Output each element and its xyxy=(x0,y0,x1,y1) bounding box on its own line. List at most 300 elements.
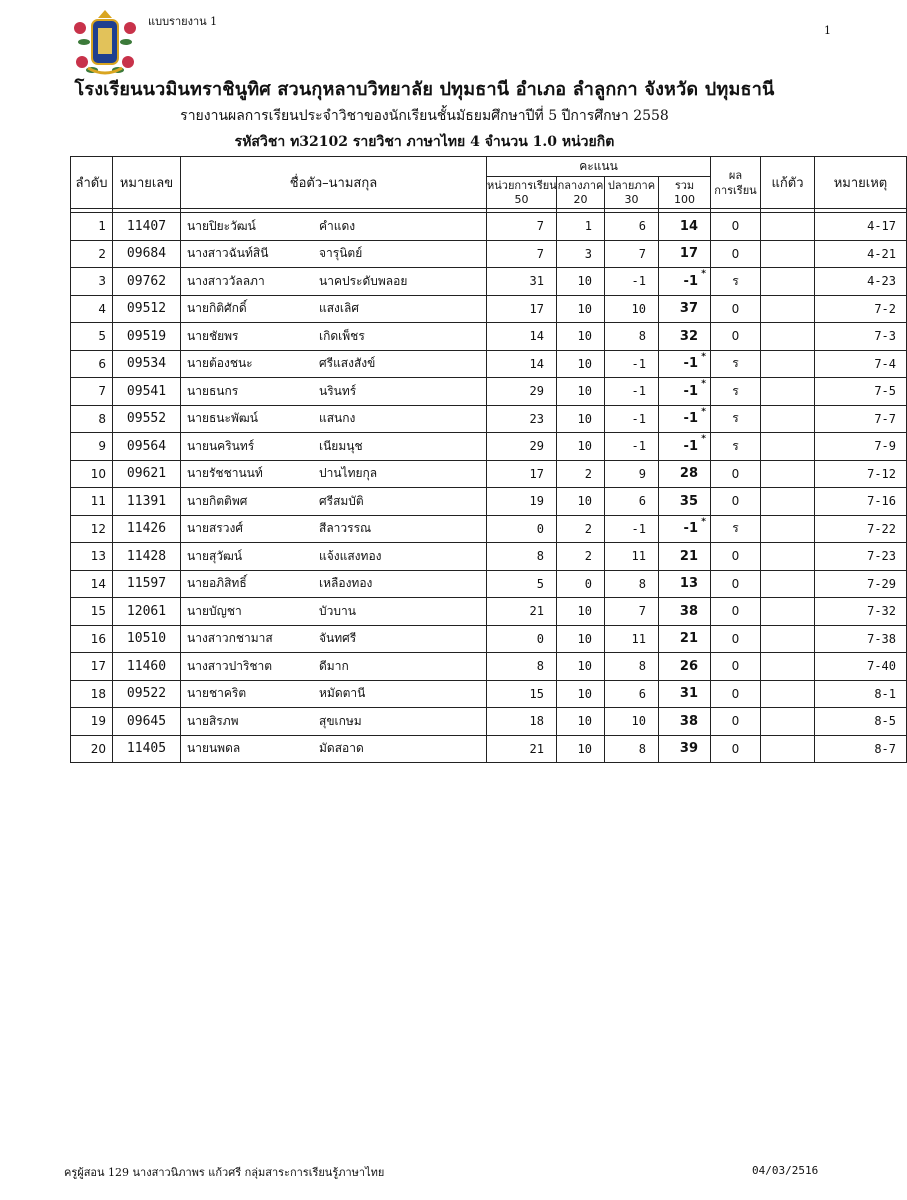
row-correction xyxy=(761,213,815,241)
row-student-id: 11597 xyxy=(113,570,181,598)
row-grade: 0 xyxy=(711,295,761,323)
row-incomplete-flag: * xyxy=(701,406,706,417)
row-final-score: 7 xyxy=(605,240,659,268)
row-grade: 0 xyxy=(711,488,761,516)
row-grade: ร xyxy=(711,405,761,433)
row-last-name: นาคประดับพลอย xyxy=(319,273,408,288)
row-unit-score: 14 xyxy=(487,323,557,351)
row-student-id: 09762 xyxy=(113,268,181,296)
row-midterm-score: 10 xyxy=(557,598,605,626)
row-last-name: สุขเกษม xyxy=(319,713,362,728)
row-last-name: เนียมนุช xyxy=(319,438,363,453)
row-name xyxy=(181,543,487,571)
row-total-value: 13 xyxy=(679,576,698,592)
row-student-id: 09552 xyxy=(113,405,181,433)
row-student-id: 09534 xyxy=(113,350,181,378)
col-final-max: 30 xyxy=(624,193,639,206)
row-name xyxy=(181,433,487,461)
row-midterm-score: 2 xyxy=(557,460,605,488)
row-total-score xyxy=(659,295,711,323)
row-order: 16 xyxy=(71,625,113,653)
row-first-name: นายนพดล xyxy=(187,741,241,756)
row-student-id: 09621 xyxy=(113,460,181,488)
row-total-value: 38 xyxy=(679,713,698,729)
row-grade: 0 xyxy=(711,213,761,241)
row-midterm-score: 0 xyxy=(557,570,605,598)
row-first-name: นายธนกร xyxy=(187,383,239,398)
row-order: 10 xyxy=(71,460,113,488)
col-result xyxy=(711,157,761,209)
table-row xyxy=(71,268,907,296)
row-total-score xyxy=(659,653,711,681)
row-midterm-score: 10 xyxy=(557,268,605,296)
row-final-score: -1 xyxy=(605,515,659,543)
row-midterm-score: 10 xyxy=(557,405,605,433)
row-last-name: ปานไทยกุล xyxy=(319,466,378,481)
row-order: 19 xyxy=(71,708,113,736)
row-midterm-score: 2 xyxy=(557,515,605,543)
row-first-name: นายกิติศักดิ์ xyxy=(187,301,247,316)
row-student-id: 09645 xyxy=(113,708,181,736)
table-row xyxy=(71,625,907,653)
row-total-value: -1 xyxy=(683,521,698,537)
row-order: 11 xyxy=(71,488,113,516)
table-row xyxy=(71,570,907,598)
row-name xyxy=(181,405,487,433)
row-first-name: นางสาวฉันท์สินี xyxy=(187,246,269,261)
col-total-max: 100 xyxy=(674,193,695,206)
row-total-score xyxy=(659,680,711,708)
row-order: 12 xyxy=(71,515,113,543)
row-order: 3 xyxy=(71,268,113,296)
table-row xyxy=(71,708,907,736)
table-row xyxy=(71,433,907,461)
row-grade: 0 xyxy=(711,240,761,268)
row-unit-score: 14 xyxy=(487,350,557,378)
row-total-score xyxy=(659,323,711,351)
row-note: 7-16 xyxy=(815,488,907,516)
row-total-score xyxy=(659,405,711,433)
row-final-score: 10 xyxy=(605,295,659,323)
row-student-id: 11405 xyxy=(113,735,181,763)
row-final-score: 8 xyxy=(605,323,659,351)
col-final-label: ปลายภาค xyxy=(607,179,656,192)
row-name xyxy=(181,570,487,598)
row-total-value: 17 xyxy=(679,246,698,262)
row-unit-score: 19 xyxy=(487,488,557,516)
row-grade: 0 xyxy=(711,460,761,488)
page-number: 1 xyxy=(824,24,831,37)
row-total-score xyxy=(659,378,711,406)
row-last-name: แจ้งแสงทอง xyxy=(319,548,382,563)
row-name xyxy=(181,295,487,323)
row-midterm-score: 1 xyxy=(557,213,605,241)
row-order: 7 xyxy=(71,378,113,406)
row-midterm-score: 10 xyxy=(557,735,605,763)
table-row xyxy=(71,240,907,268)
row-total-score xyxy=(659,240,711,268)
row-first-name: นายบัญชา xyxy=(187,603,242,618)
row-grade: 0 xyxy=(711,570,761,598)
row-first-name: นายสุวัฒน์ xyxy=(187,548,243,563)
row-total-value: 38 xyxy=(679,603,698,619)
row-student-id: 09512 xyxy=(113,295,181,323)
school-crest-icon xyxy=(72,8,138,78)
table-row xyxy=(71,543,907,571)
row-final-score: 9 xyxy=(605,460,659,488)
row-last-name: มัดสอาด xyxy=(319,741,364,756)
row-correction xyxy=(761,515,815,543)
grade-table-body xyxy=(71,209,907,763)
row-grade: 0 xyxy=(711,598,761,626)
row-student-id: 10510 xyxy=(113,625,181,653)
row-final-score: -1 xyxy=(605,405,659,433)
row-total-value: 21 xyxy=(679,548,698,564)
row-correction xyxy=(761,543,815,571)
table-row xyxy=(71,350,907,378)
grade-table xyxy=(70,156,907,763)
row-order: 6 xyxy=(71,350,113,378)
row-note: 7-32 xyxy=(815,598,907,626)
table-row xyxy=(71,598,907,626)
col-result-line2: การเรียน xyxy=(714,183,757,197)
row-name xyxy=(181,460,487,488)
row-total-score xyxy=(659,708,711,736)
row-name xyxy=(181,213,487,241)
row-correction xyxy=(761,460,815,488)
row-unit-score: 21 xyxy=(487,598,557,626)
col-scores: คะแนน xyxy=(487,157,711,177)
col-midterm xyxy=(557,177,605,209)
row-midterm-score: 2 xyxy=(557,543,605,571)
row-final-score: 8 xyxy=(605,735,659,763)
row-total-value: 32 xyxy=(679,328,698,344)
row-student-id: 11391 xyxy=(113,488,181,516)
row-incomplete-flag: * xyxy=(701,516,706,527)
row-last-name: เหลืองทอง xyxy=(319,576,373,591)
row-note: 4-23 xyxy=(815,268,907,296)
row-last-name: คำแดง xyxy=(319,218,356,233)
row-note: 7-29 xyxy=(815,570,907,598)
row-unit-score: 8 xyxy=(487,653,557,681)
row-student-id: 09541 xyxy=(113,378,181,406)
row-order: 15 xyxy=(71,598,113,626)
row-correction xyxy=(761,268,815,296)
col-unit xyxy=(487,177,557,209)
row-note: 7-12 xyxy=(815,460,907,488)
row-note: 7-40 xyxy=(815,653,907,681)
table-row xyxy=(71,680,907,708)
row-first-name: นายอภิสิทธิ์ xyxy=(187,576,247,591)
row-total-value: 21 xyxy=(679,631,698,647)
row-name xyxy=(181,378,487,406)
row-total-score xyxy=(659,350,711,378)
row-grade: ร xyxy=(711,515,761,543)
row-note: 7-9 xyxy=(815,433,907,461)
row-total-score xyxy=(659,268,711,296)
row-first-name: นายสรวงศ์ xyxy=(187,521,243,536)
row-note: 4-21 xyxy=(815,240,907,268)
row-note: 7-23 xyxy=(815,543,907,571)
row-final-score: -1 xyxy=(605,268,659,296)
row-incomplete-flag: * xyxy=(701,269,706,279)
row-total-score xyxy=(659,625,711,653)
row-midterm-score: 10 xyxy=(557,488,605,516)
row-correction xyxy=(761,295,815,323)
row-final-score: 11 xyxy=(605,625,659,653)
row-student-id: 09564 xyxy=(113,433,181,461)
row-last-name: บัวบาน xyxy=(319,603,356,618)
row-unit-score: 7 xyxy=(487,213,557,241)
row-unit-score: 29 xyxy=(487,378,557,406)
col-unit-max: 50 xyxy=(514,193,529,206)
row-first-name: นายสิรภพ xyxy=(187,713,239,728)
col-result-line1: ผล xyxy=(728,168,743,182)
table-row xyxy=(71,213,907,241)
row-correction xyxy=(761,433,815,461)
row-final-score: 8 xyxy=(605,653,659,681)
row-correction xyxy=(761,570,815,598)
row-last-name: แสนกง xyxy=(319,411,356,426)
row-first-name: นางสาวปาริชาต xyxy=(187,658,273,673)
row-final-score: 6 xyxy=(605,488,659,516)
row-grade: 0 xyxy=(711,625,761,653)
row-incomplete-flag: * xyxy=(701,434,706,444)
row-order: 13 xyxy=(71,543,113,571)
row-midterm-score: 10 xyxy=(557,295,605,323)
teacher-footer: ครูผู้สอน 129 นางสาวนิภาพร แก้วศรี กลุ่มสาระการเรียนรู้ภาษาไทย xyxy=(64,1166,385,1179)
row-first-name: นายชัยพร xyxy=(187,328,239,343)
col-midterm-max: 20 xyxy=(573,193,588,206)
row-total-score xyxy=(659,433,711,461)
row-grade: 0 xyxy=(711,735,761,763)
row-total-value: 31 xyxy=(679,686,698,702)
row-unit-score: 5 xyxy=(487,570,557,598)
row-final-score: -1 xyxy=(605,350,659,378)
row-correction xyxy=(761,378,815,406)
row-midterm-score: 10 xyxy=(557,680,605,708)
row-name xyxy=(181,735,487,763)
row-final-score: 7 xyxy=(605,598,659,626)
row-unit-score: 0 xyxy=(487,625,557,653)
row-grade: ร xyxy=(711,268,761,296)
row-correction xyxy=(761,488,815,516)
row-last-name: จารุนิตย์ xyxy=(319,246,363,261)
row-total-value: 26 xyxy=(679,658,698,674)
report-title: รายงานผลการเรียนประจำวิชาของนักเรียนชั้นมัธยมศึกษาปีที่ 5 ปีการศึกษา 2558 xyxy=(180,108,669,124)
row-incomplete-flag: * xyxy=(701,351,706,362)
row-correction xyxy=(761,653,815,681)
row-unit-score: 29 xyxy=(487,433,557,461)
row-first-name: นายกิตติพศ xyxy=(187,493,248,508)
row-last-name: ศรีแสงสังข์ xyxy=(319,356,376,371)
row-midterm-score: 10 xyxy=(557,323,605,351)
row-grade: 0 xyxy=(711,708,761,736)
row-total-value: -1 xyxy=(683,383,698,399)
row-grade: 0 xyxy=(711,680,761,708)
row-total-value: 14 xyxy=(679,218,698,234)
row-name xyxy=(181,598,487,626)
row-correction xyxy=(761,323,815,351)
row-last-name: หมัดตานี xyxy=(319,686,366,701)
row-note: 7-22 xyxy=(815,515,907,543)
row-student-id: 09684 xyxy=(113,240,181,268)
row-student-id: 11460 xyxy=(113,653,181,681)
row-name xyxy=(181,680,487,708)
col-midterm-label: กลางภาค xyxy=(557,179,604,192)
row-midterm-score: 10 xyxy=(557,378,605,406)
row-last-name: ดีมาก xyxy=(319,658,349,673)
row-total-value: 28 xyxy=(679,466,698,482)
row-order: 17 xyxy=(71,653,113,681)
row-note: 7-2 xyxy=(815,295,907,323)
row-total-score xyxy=(659,570,711,598)
row-unit-score: 17 xyxy=(487,295,557,323)
row-order: 5 xyxy=(71,323,113,351)
row-name xyxy=(181,708,487,736)
row-unit-score: 7 xyxy=(487,240,557,268)
row-note: 8-1 xyxy=(815,680,907,708)
row-correction xyxy=(761,240,815,268)
row-grade: 0 xyxy=(711,323,761,351)
row-total-score xyxy=(659,488,711,516)
row-total-value: 39 xyxy=(679,741,698,757)
row-note: 4-17 xyxy=(815,213,907,241)
row-unit-score: 23 xyxy=(487,405,557,433)
row-note: 7-5 xyxy=(815,378,907,406)
row-student-id: 09519 xyxy=(113,323,181,351)
row-final-score: 6 xyxy=(605,213,659,241)
table-row xyxy=(71,735,907,763)
row-total-value: 37 xyxy=(679,301,698,317)
row-order: 20 xyxy=(71,735,113,763)
row-student-id: 09522 xyxy=(113,680,181,708)
row-last-name: นรินทร์ xyxy=(319,383,357,398)
table-row xyxy=(71,295,907,323)
row-unit-score: 0 xyxy=(487,515,557,543)
row-order: 14 xyxy=(71,570,113,598)
row-total-value: -1 xyxy=(683,438,698,454)
row-note: 7-4 xyxy=(815,350,907,378)
row-unit-score: 15 xyxy=(487,680,557,708)
row-correction xyxy=(761,708,815,736)
row-total-score xyxy=(659,735,711,763)
row-name xyxy=(181,625,487,653)
row-last-name: สีลาวรรณ xyxy=(319,521,372,536)
row-note: 8-5 xyxy=(815,708,907,736)
row-grade: 0 xyxy=(711,653,761,681)
col-unit-label: หน่วยการเรียน xyxy=(487,179,557,192)
row-last-name: แสงเลิศ xyxy=(319,301,359,316)
row-last-name: ศรีสมบัติ xyxy=(319,493,364,508)
row-total-score xyxy=(659,598,711,626)
row-name xyxy=(181,350,487,378)
row-name xyxy=(181,323,487,351)
row-total-score xyxy=(659,543,711,571)
row-midterm-score: 10 xyxy=(557,653,605,681)
row-name xyxy=(181,515,487,543)
row-note: 7-7 xyxy=(815,405,907,433)
row-correction xyxy=(761,735,815,763)
row-first-name: นายรัชชานนท์ xyxy=(187,466,263,481)
row-grade: ร xyxy=(711,350,761,378)
row-unit-score: 31 xyxy=(487,268,557,296)
row-first-name: นายธนะพัฒน์ xyxy=(187,411,258,426)
row-order: 18 xyxy=(71,680,113,708)
row-correction xyxy=(761,405,815,433)
row-order: 4 xyxy=(71,295,113,323)
table-row xyxy=(71,323,907,351)
row-total-score xyxy=(659,213,711,241)
row-grade: ร xyxy=(711,378,761,406)
row-total-score xyxy=(659,515,711,543)
row-first-name: นายชาคริต xyxy=(187,686,247,701)
row-total-value: -1 xyxy=(683,356,698,372)
table-row xyxy=(71,653,907,681)
row-last-name: เกิดเพ็ชร xyxy=(319,328,365,343)
print-date: 04/03/2516 xyxy=(752,1164,819,1177)
table-row xyxy=(71,515,907,543)
row-order: 1 xyxy=(71,213,113,241)
row-student-id: 11426 xyxy=(113,515,181,543)
row-total-value: -1 xyxy=(683,411,698,427)
col-total xyxy=(659,177,711,209)
row-final-score: 6 xyxy=(605,680,659,708)
table-row xyxy=(71,378,907,406)
row-final-score: -1 xyxy=(605,378,659,406)
row-total-score xyxy=(659,460,711,488)
table-row xyxy=(71,460,907,488)
row-correction xyxy=(761,350,815,378)
col-student-id: หมายเลข xyxy=(113,157,181,209)
col-name: ชื่อตัว–นามสกุล xyxy=(181,157,487,209)
row-total-value: -1 xyxy=(683,273,698,289)
row-order: 9 xyxy=(71,433,113,461)
row-name xyxy=(181,268,487,296)
row-name xyxy=(181,240,487,268)
row-correction xyxy=(761,625,815,653)
row-first-name: นายนครินทร์ xyxy=(187,438,255,453)
row-grade: ร xyxy=(711,433,761,461)
row-first-name: นายต้องชนะ xyxy=(187,356,253,371)
row-student-id: 12061 xyxy=(113,598,181,626)
row-final-score: 11 xyxy=(605,543,659,571)
col-final xyxy=(605,177,659,209)
row-midterm-score: 10 xyxy=(557,433,605,461)
row-note: 7-3 xyxy=(815,323,907,351)
row-name xyxy=(181,488,487,516)
row-midterm-score: 10 xyxy=(557,350,605,378)
col-correction: แก้ตัว xyxy=(761,157,815,209)
row-final-score: 10 xyxy=(605,708,659,736)
row-correction xyxy=(761,680,815,708)
row-midterm-score: 10 xyxy=(557,625,605,653)
row-name xyxy=(181,653,487,681)
row-incomplete-flag: * xyxy=(701,379,706,389)
row-unit-score: 17 xyxy=(487,460,557,488)
row-student-id: 11428 xyxy=(113,543,181,571)
row-grade: 0 xyxy=(711,543,761,571)
table-row xyxy=(71,405,907,433)
row-midterm-score: 3 xyxy=(557,240,605,268)
col-order: ลำดับ xyxy=(71,157,113,209)
row-note: 8-7 xyxy=(815,735,907,763)
school-name: โรงเรียนนวมินทราชินูทิศ สวนกุหลาบวิทยาลัย ปทุมธานี อำเภอ ลำลูกกา จังหวัด ปทุมธานี xyxy=(74,79,775,100)
row-unit-score: 8 xyxy=(487,543,557,571)
row-final-score: -1 xyxy=(605,433,659,461)
row-unit-score: 21 xyxy=(487,735,557,763)
row-order: 8 xyxy=(71,405,113,433)
